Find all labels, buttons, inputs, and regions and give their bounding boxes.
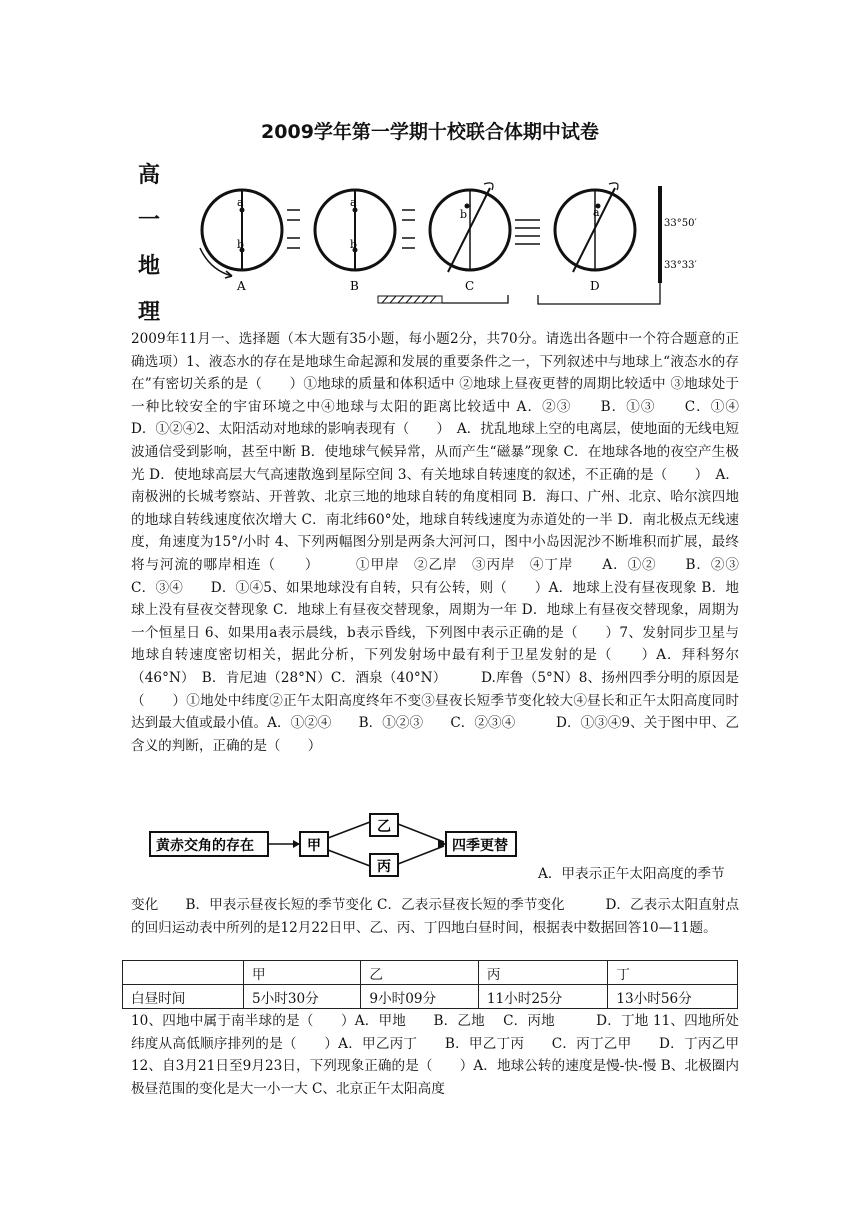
- question-text-2: [131, 894, 739, 939]
- q9-option-a: A．甲表示正午太阳高度的季节: [538, 866, 725, 882]
- table-header-cell: 丁: [608, 961, 738, 985]
- vertical-title-char: 地: [138, 254, 161, 279]
- table-header-cell: [123, 961, 244, 985]
- questions-10-to-12: 10、四地中属于南半球的是（ ）A．甲地 B．乙地 C．丙地 D．丁地 11、四地所处纬度从高低顺序排列的是（ ）A．甲乙丙丁 B．甲乙丁丙 C．丙丁乙甲 D．丁丙乙甲 12、自3月21日至9月23日，下列现象正确的是（ ）A．地球公转的速度是慢-快-慢 B、北极圈内极昼范围的变化是大一小一大 C、北京正午太阳高度: [131, 1013, 739, 1097]
- earth-rotation-figure: [190, 178, 697, 308]
- point-label-b: b: [237, 238, 245, 251]
- table-cell: 11小时25分: [478, 985, 608, 1009]
- flow-end: 四季更替: [452, 838, 508, 854]
- table-header-cell: 丙: [478, 961, 608, 985]
- table-row: [123, 961, 738, 985]
- table-cell: 9小时09分: [361, 985, 478, 1009]
- page-title: 2009学年第一学期十校联合体期中试卷: [261, 121, 599, 143]
- vertical-title-char: 理: [138, 300, 161, 325]
- point-label-a: a: [237, 196, 244, 209]
- point-label-a: a: [593, 206, 600, 219]
- daylight-table: [122, 960, 738, 1009]
- figure-label-c: C: [465, 279, 475, 293]
- table-cell: 13小时56分: [608, 985, 738, 1009]
- point-label-b: b: [350, 238, 358, 251]
- vertical-title-char: 高: [138, 163, 161, 188]
- table-cell: 5小时30分: [244, 985, 361, 1009]
- figure-label-d: D: [590, 279, 600, 293]
- table-header-cell: 甲: [244, 961, 361, 985]
- table-row-label: 白昼时间: [123, 985, 244, 1009]
- lat-label-top: 33°50′: [664, 218, 697, 229]
- point-label-a: a: [350, 196, 357, 209]
- point-label-b: b: [460, 208, 468, 221]
- flow-yi: 乙: [377, 819, 391, 835]
- questions-9-tail: 变化 B．甲表示昼夜长短的季节变化 C．乙表示昼夜长短的季节变化 D．乙表示太阳直射点的回归运动表中所列的是12月22日甲、乙、丙、丁四地白昼时间，根据表中数据回答10—11题。: [131, 897, 739, 936]
- flow-jia: 甲: [307, 838, 321, 854]
- figure-label-a: A: [237, 279, 246, 293]
- figure-label-b: B: [350, 279, 359, 293]
- lat-label-bottom: 33°33′: [664, 260, 697, 271]
- flowchart-figure: [148, 812, 528, 880]
- flow-bing: 丙: [377, 859, 391, 875]
- table-row: [123, 985, 738, 1009]
- questions-1-to-9: 2009年11月一、选择题（本大题有35小题，每小题2分，共70分。请选出各题中一个符合题意的正确选项）1、液态水的存在是地球生命起源和发展的重要条件之一，下列叙述中与地球上“液态水的存在”有密切关系的是（ ）①地球的质量和体积适中 ②地球上昼夜更替的周期比较适中 ③地球处于一种比较安全的宇宙环境之中④地球与太阳的距离比较适中 A．②③ B．①③ C．①④ D．①②④2、太阳活动对地球的影响表现有（ ） A．扰乱地球上空的电离层，使地面的无线电短波通信受到影响，甚至中断 B．使地球气候异常，从而产生“磁暴”现象 C．在地球各地的夜空产生极光 D．使地球高层大气高速散逸到星际空间 3、有关地球自转速度的叙述，不正确的是（ ） A．南极洲的长城考察站、开普敦、北京三地的地球自转的角度相同 B．海口、广州、北京、哈尔滨四地的地球自转线速度依次增大 C．南北纬60°处，地球自转线速度为赤道处的一半 D．南北极点无线速度，角速度为15°/小时 4、下列两幅图分别是两条大河河口，图中小岛因泥沙不断堆积而扩展，最终将与河流的哪岸相连（ ） ①甲岸 ②乙岸 ③丙岸 ④丁岸 A．①② B．②③ C．③④ D．①④5、如果地球没有自转，只有公转，则（ ）A．地球上没有昼夜现象 B．地球上没有昼夜交替现象 C．地球上有昼夜交替现象，周期为一年 D．地球上有昼夜交替现象，周期为一个恒星日 6、如果用a表示晨线，b表示昏线，下列图中表示正确的是（ ）7、发射同步卫星与地球自转速度密切相关，据此分析，下列发射场中最有利于卫星发射的是（ ）A．拜科努尔（46°N） B．肯尼迪（28°N）C．酒泉（40°N） D.库鲁（5°N）8、扬州四季分明的原因是（ ）①地处中纬度②正午太阳高度终年不变③昼夜长短季节变化较大④昼长和正午太阳高度同时达到最大值或最小值。A．①②④ B．①②③ C．②③④ D．①③④9、关于图中甲、乙含义的判断，正确的是（ ）: [131, 331, 780, 754]
- question-text-1: [131, 328, 780, 757]
- question-text-3: [131, 1010, 739, 1100]
- flow-start: 黄赤交角的存在: [156, 838, 254, 854]
- table-header-cell: 乙: [361, 961, 478, 985]
- vertical-title-char: 一: [138, 208, 161, 233]
